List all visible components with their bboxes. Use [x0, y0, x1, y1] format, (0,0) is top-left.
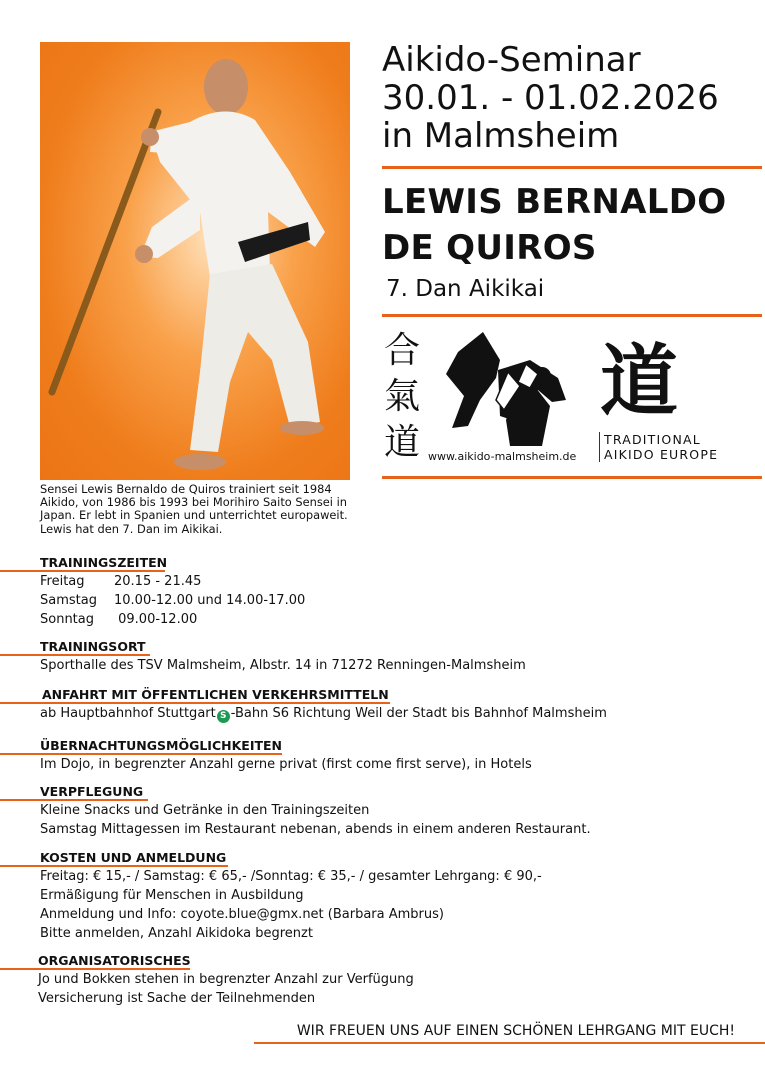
registration-contact[interactable]: Anmeldung und Info: coyote.blue@gmx.net (Barbara Ambrus)	[40, 907, 444, 922]
tae-label-line2: AIKIDO EUROPE	[604, 447, 719, 462]
costs-line: Bitte anmelden, Anzahl Aikidoka begrenzt	[40, 926, 313, 941]
section-title-anfahrt: ANFAHRT MIT ÖFFENTLICHEN VERKEHRSMITTELN	[42, 687, 389, 702]
section-title-verpflegung: VERPFLEGUNG	[40, 784, 144, 799]
catering-line: Samstag Mittagessen im Restaurant nebenan, abends in einem anderen Restaurant.	[40, 822, 591, 837]
catering-text	[40, 801, 591, 839]
training-time-row	[40, 591, 305, 610]
teacher-rank: 7. Dan Aikikai	[386, 276, 545, 302]
costs-line: Ermäßigung für Menschen in Ausbildung	[40, 888, 304, 903]
closing-underline	[254, 1042, 765, 1044]
training-times	[40, 572, 305, 629]
divider	[382, 476, 762, 479]
divider	[382, 314, 762, 317]
divider	[382, 166, 762, 169]
costs-text	[40, 867, 542, 943]
section-title-uebernachtung: ÜBERNACHTUNGSMÖGLICHKEITEN	[40, 738, 282, 753]
time-value: 09.00-12.00	[114, 612, 198, 627]
day-label: Samstag	[40, 593, 97, 608]
org-line: Versicherung ist Sache der Teilnehmenden	[38, 991, 316, 1006]
aikido-practitioner-photo	[40, 42, 350, 480]
time-value: 10.00-12.00 und 14.00-17.00	[114, 593, 306, 608]
directions-text-start: ab Hauptbahnhof Stuttgart	[40, 706, 216, 721]
aikido-kanji-logo	[382, 328, 422, 466]
closing-message: WIR FREUEN UNS AUF EINEN SCHÖNEN LEHRGANG MIT EUCH!	[296, 1023, 735, 1039]
section-title-organisatorisches: ORGANISATORISCHES	[38, 953, 191, 968]
kanji-ai: 合	[383, 330, 420, 371]
org-line: Jo und Bokken stehen in begrenzter Anzahl zur Verfügung	[38, 972, 414, 987]
kanji-ki: 氣	[383, 376, 420, 417]
costs-line: Freitag: € 15,- / Samstag: € 65,- /Sonntag: € 35,- / gesamter Lehrgang: € 90,-	[40, 869, 542, 884]
training-time-row	[40, 572, 305, 591]
organisational-text	[38, 970, 414, 1008]
kanji-do: 道	[383, 422, 420, 463]
michi-kanji-logo: 道	[600, 336, 679, 427]
teacher-name-line1: LEWIS BERNALDO	[382, 182, 727, 222]
s-bahn-icon: S	[217, 710, 230, 723]
seminar-title: Aikido-Seminar	[382, 40, 641, 80]
training-location: Sporthalle des TSV Malmsheim, Albstr. 14 in 71272 Renningen-Malmsheim	[40, 658, 526, 673]
directions-text-end: -Bahn S6 Richtung Weil der Stadt bis Bahnhof Malmsheim	[230, 706, 607, 721]
teacher-name-line2: DE QUIROS	[382, 228, 597, 268]
catering-line: Kleine Snacks und Getränke in den Trainingszeiten	[40, 803, 370, 818]
section-title-kosten: KOSTEN UND ANMELDUNG	[40, 850, 227, 865]
section-title-trainingszeiten: TRAININGSZEITEN	[40, 555, 168, 570]
divider	[599, 432, 600, 462]
day-label: Freitag	[40, 574, 85, 589]
seminar-location: in Malmsheim	[382, 116, 620, 156]
training-time-row	[40, 610, 305, 629]
time-value: 20.15 - 21.45	[114, 574, 202, 589]
seminar-dates: 30.01. - 01.02.2026	[382, 78, 719, 118]
sensei-photo	[40, 42, 350, 480]
aikido-throw-silhouette	[438, 330, 578, 448]
tae-label-line1: TRADITIONAL	[604, 432, 701, 447]
accommodation-text: Im Dojo, in begrenzter Anzahl gerne privat (first come first serve), in Hotels	[40, 757, 532, 772]
day-label: Sonntag	[40, 612, 94, 627]
sensei-caption: Sensei Lewis Bernaldo de Quiros trainiert seit 1984 Aikido, von 1986 bis 1993 bei Morihiro Saito Sensei in Japan. Er lebt in Spanien und unterrichtet europaweit. Lewis hat den 7. Dan im Aikikai.	[40, 482, 348, 536]
directions	[40, 704, 607, 723]
section-title-trainingsort: TRAININGSORT	[40, 639, 146, 654]
website-link[interactable]: www.aikido-malmsheim.de	[428, 450, 577, 463]
